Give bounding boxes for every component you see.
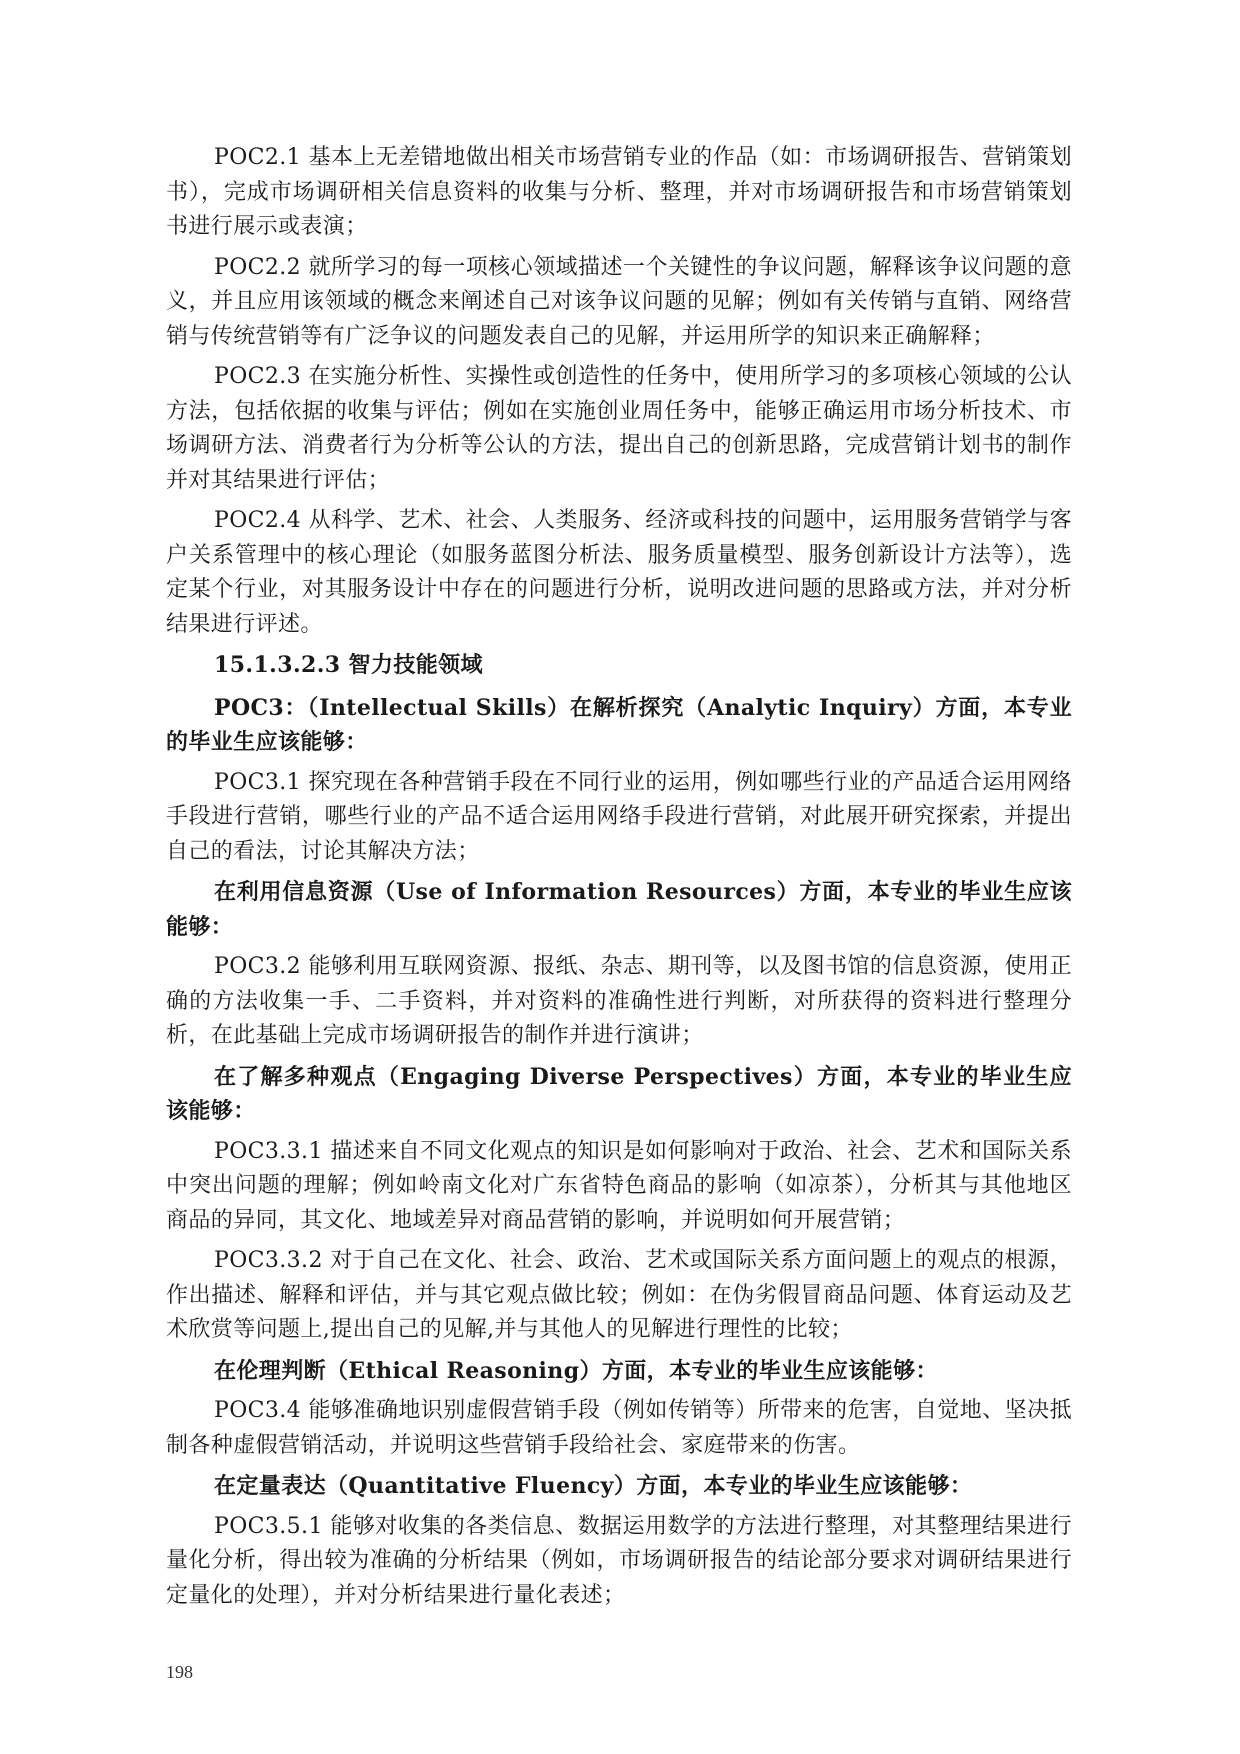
subheading-analytic-inquiry: POC3：（Intellectual Skills）在解析探究（Analytic Inquiry）方面，本专业的毕业生应该能够： <box>166 694 1072 755</box>
subheading-ethical-reasoning: 在伦理判断（Ethical Reasoning）方面，本专业的毕业生应该能够： <box>214 1357 938 1384</box>
paragraph-poc3-4: POC3.4 能够准确地识别虚假营销手段（例如传销等）所带来的危害，自觉地、坚决抵制各种虚假营销活动，并说明这些营销手段给社会、家庭带来的伤害。 <box>166 1398 1072 1458</box>
paragraph-poc3-3-2: POC3.3.2 对于自己在文化、社会、政治、艺术或国际关系方面问题上的观点的根源，作出描述、解释和评估，并与其它观点做比较；例如：在伪劣假冒商品问题、体育运动及艺术欣赏等问题上,提出自己的见解,并与其他人的见解进行理性的比较； <box>166 1248 1072 1342</box>
paragraph-poc3-5-1: POC3.5.1 能够对收集的各类信息、数据运用数学的方法进行整理，对其整理结果进行量化分析，得出较为准确的分析结果（例如，市场调研报告的结论部分要求对调研结果进行定量化的处理），并对分析结果进行量化表述； <box>166 1513 1072 1608</box>
section-heading: 15.1.3.2.3 智力技能领域 <box>214 652 483 678</box>
paragraph-poc2-3: POC2.3 在实施分析性、实操性或创造性的任务中，使用所学习的多项核心领域的公认方法，包括依据的收集与评估；例如在实施创业周任务中，能够正确运用市场分析技术、市场调研方法、消费者行为分析等公认的方法，提出自己的创新思路，完成营销计划书的制作并对其结果进行评估； <box>166 364 1072 493</box>
paragraph-poc2-1: POC2.1 基本上无差错地做出相关市场营销专业的作品（如：市场调研报告、营销策划书），完成市场调研相关信息资料的收集与分析、整理，并对市场调研报告和市场营销策划书进行展示或表演； <box>166 145 1072 239</box>
subheading-information-resources: 在利用信息资源（Use of Information Resources）方面，本专业的毕业生应该能够： <box>166 879 1072 940</box>
page-number: 198 <box>166 1662 193 1682</box>
document-body <box>166 141 1072 1619</box>
paragraph-poc3-3-1: POC3.3.1 描述来自不同文化观点的知识是如何影响对于政治、社会、艺术和国际关系中突出问题的理解；例如岭南文化对广东省特色商品的影响（如凉茶），分析其与其他地区商品的异同，其文化、地域差异对商品营销的影响，并说明如何开展营销； <box>166 1138 1072 1233</box>
paragraph-poc2-4: POC2.4 从科学、艺术、社会、人类服务、经济或科技的问题中，运用服务营销学与客户关系管理中的核心理论（如服务蓝图分析法、服务质量模型、服务创新设计方法等），选定某个行业，对其服务设计中存在的问题进行分析，说明改进问题的思路或方法，并对分析结果进行评述。 <box>166 508 1072 637</box>
subheading-diverse-perspectives: 在了解多种观点（Engaging Diverse Perspectives）方面，本专业的毕业生应该能够： <box>166 1063 1072 1124</box>
paragraph-poc3-2: POC3.2 能够利用互联网资源、报纸、杂志、期刊等，以及图书馆的信息资源，使用正确的方法收集一手、二手资料，并对资料的准确性进行判断，对所获得的资料进行整理分析，在此基础上完成市场调研报告的制作并进行演讲； <box>166 954 1072 1048</box>
paragraph-poc3-1: POC3.1 探究现在各种营销手段在不同行业的运用，例如哪些行业的产品适合运用网络手段进行营销，哪些行业的产品不适合运用网络手段进行营销，对此展开研究探索，并提出自己的看法，讨论其解决方法； <box>166 769 1072 864</box>
paragraph-poc2-2: POC2.2 就所学习的每一项核心领域描述一个关键性的争议问题，解释该争议问题的意义，并且应用该领域的概念来阐述自己对该争议问题的见解；例如有关传销与直销、网络营销与传统营销等有广泛争议的问题发表自己的见解，并运用所学的知识来正确解释； <box>166 254 1072 349</box>
subheading-quantitative-fluency: 在定量表达（Quantitative Fluency）方面，本专业的毕业生应该能够： <box>214 1473 973 1499</box>
